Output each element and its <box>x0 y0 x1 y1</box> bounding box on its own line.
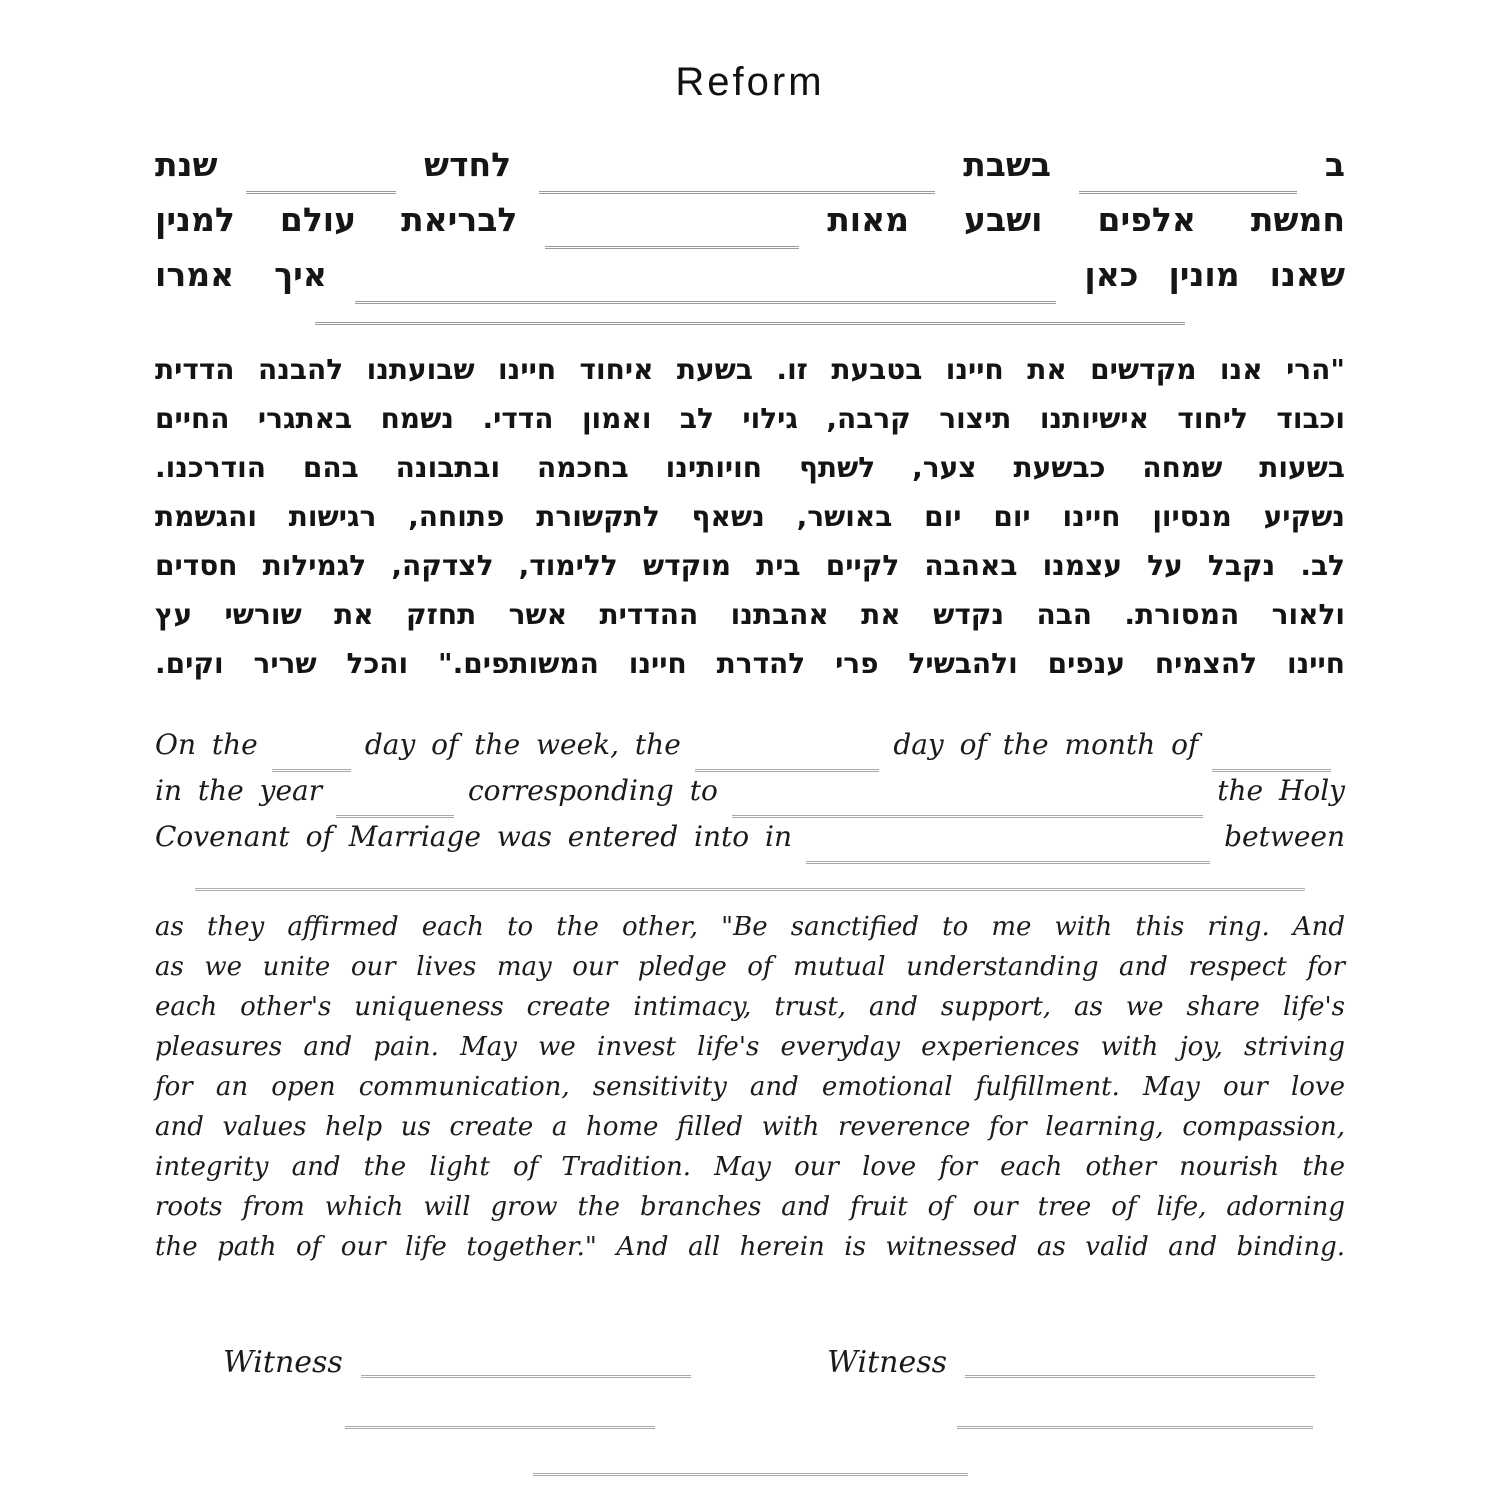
english-paragraph-line: as they affirmed each to the other, "Be sanctified to me with this ring. And <box>155 912 1345 942</box>
hebrew-word: בשבת <box>963 145 1052 184</box>
blank-line-hebrew-place <box>355 271 1056 304</box>
english-segment: day of the month of <box>893 728 1199 761</box>
hebrew-word: עולם <box>279 200 357 239</box>
hebrew-word: כאן <box>1084 255 1139 294</box>
blank-line-month-name <box>1212 743 1331 772</box>
witness-right <box>827 1345 1315 1380</box>
english-paragraph-line: and values help us create a home filled with reverence for learning, compassion, <box>155 1112 1345 1142</box>
blank-line-year <box>336 789 454 818</box>
hebrew-paragraph-line: "הרי אנו מקדשים את חיינו בטבעת זו. בשעת איחוד חיינו שבועתנו להבנה הדדית <box>155 353 1345 386</box>
hebrew-word: ושבע <box>964 200 1043 239</box>
english-segment: corresponding to <box>467 774 718 807</box>
english-segment: between <box>1224 820 1345 853</box>
english-paragraph-line: for an open communication, sensitivity and emotional fulfillment. May our love <box>155 1072 1345 1102</box>
hebrew-word: שאנו <box>1269 255 1345 294</box>
hebrew-word-group <box>155 255 327 294</box>
hebrew-word: ב <box>1324 145 1345 184</box>
english-segment: On the <box>155 728 258 761</box>
hebrew-word: לחדש <box>424 145 512 184</box>
english-date-line-3 <box>155 820 1345 866</box>
document-title: Reform <box>675 60 825 104</box>
blank-line-witness-right-signature <box>965 1349 1315 1378</box>
hebrew-word: למנין <box>155 200 235 239</box>
blank-line-location <box>806 835 1210 864</box>
witness-right-label: Witness <box>827 1345 947 1380</box>
hebrew-paragraph-line: ולאור המסורת. הבה נקדש את אהבתנו ההדדית אשר תחזק את שורשי עץ <box>155 598 1345 631</box>
witness-signature-row <box>155 1345 1345 1380</box>
blank-line-hebrew-day <box>1079 161 1297 194</box>
english-segment: Covenant of Marriage was entered into in <box>155 820 792 853</box>
blank-line-hebrew-year <box>545 216 799 249</box>
hebrew-word: איך <box>274 255 327 294</box>
hebrew-date-line-3 <box>155 255 1345 310</box>
hebrew-paragraph-line: בשעות שמחה כבשעת צער, לשתף חויותינו בחכמה ובתבונה בהם הודרכנו. <box>155 451 1345 484</box>
english-paragraph-line: as we unite our lives may our pledge of mutual understanding and respect for <box>155 952 1345 982</box>
english-paragraph-line: integrity and the light of Tradition. May our love for each other nourish the <box>155 1152 1345 1182</box>
section-divider-line <box>315 322 1185 325</box>
blank-line-month-day <box>695 743 880 772</box>
hebrew-word-group <box>1084 255 1345 294</box>
blank-line-corresponding-date <box>732 789 1203 818</box>
hebrew-paragraph-line: וכבוד ליחוד אישיותנו תיצור קרבה, גילוי לב ואמון הדדי. נשמח באתגרי החיים <box>155 402 1345 435</box>
english-segment: day of the week, the <box>364 728 681 761</box>
blank-line-witness-right-name <box>957 1424 1313 1429</box>
english-segment: in the year <box>155 774 323 807</box>
english-date-section <box>155 728 1345 866</box>
english-vow-paragraph <box>155 907 1345 1267</box>
blank-line-witness-left-signature <box>361 1349 691 1378</box>
english-paragraph-line: each other's uniqueness create intimacy, trust, and support, as we share life's <box>155 992 1345 1022</box>
blank-line-couple-names <box>195 888 1305 891</box>
english-date-line-1 <box>155 728 1345 774</box>
english-paragraph-line: roots from which will grow the branches and fruit of our tree of life, adorning <box>155 1192 1345 1222</box>
hebrew-paragraph-line: חיינו להצמיח ענפים ולהבשיל פרי להדרת חיינו המשותפים." והכל שריר וקים. <box>155 647 1345 680</box>
blank-line-hebrew-date <box>539 161 935 194</box>
hebrew-word: מאות <box>827 200 910 239</box>
hebrew-word: חמשת <box>1250 200 1345 239</box>
hebrew-paragraph-line: נשקיע מנסיון חיינו יום יום באושר, נשאף לתקשורת פתוחה, רגישות והגשמת <box>155 500 1345 533</box>
hebrew-word: אלפים <box>1097 200 1196 239</box>
hebrew-word: לבריאת <box>401 200 518 239</box>
english-date-line-2 <box>155 774 1345 820</box>
blank-line-hebrew-month <box>246 161 397 194</box>
hebrew-date-line-2 <box>155 200 1345 255</box>
hebrew-paragraph-line: לב. נקבל על עצמנו באהבה לקיים בית מוקדש ללימוד, לצדקה, לגמילות חסדים <box>155 549 1345 582</box>
witness-left <box>223 1345 691 1380</box>
hebrew-word: אמרו <box>155 255 235 294</box>
english-paragraph-line: pleasures and pain. May we invest life's everyday experiences with joy, striving <box>155 1032 1345 1062</box>
blank-line-officiant-signature <box>533 1471 968 1476</box>
hebrew-word: מונין <box>1168 255 1240 294</box>
english-segment: the Holy <box>1217 774 1345 807</box>
signature-second-row <box>155 1424 1345 1429</box>
hebrew-date-section <box>155 145 1345 310</box>
blank-line-week-day <box>272 743 351 772</box>
witness-left-label: Witness <box>223 1345 343 1380</box>
hebrew-date-line-1 <box>155 145 1345 200</box>
english-paragraph-line: the path of our life together." And all herein is witnessed as valid and binding. <box>155 1232 1345 1262</box>
blank-line-witness-left-name <box>345 1424 655 1429</box>
hebrew-vow-paragraph <box>155 345 1345 688</box>
hebrew-word-group <box>827 200 1345 239</box>
hebrew-word-group <box>155 200 517 239</box>
hebrew-word: שנת <box>155 145 218 184</box>
